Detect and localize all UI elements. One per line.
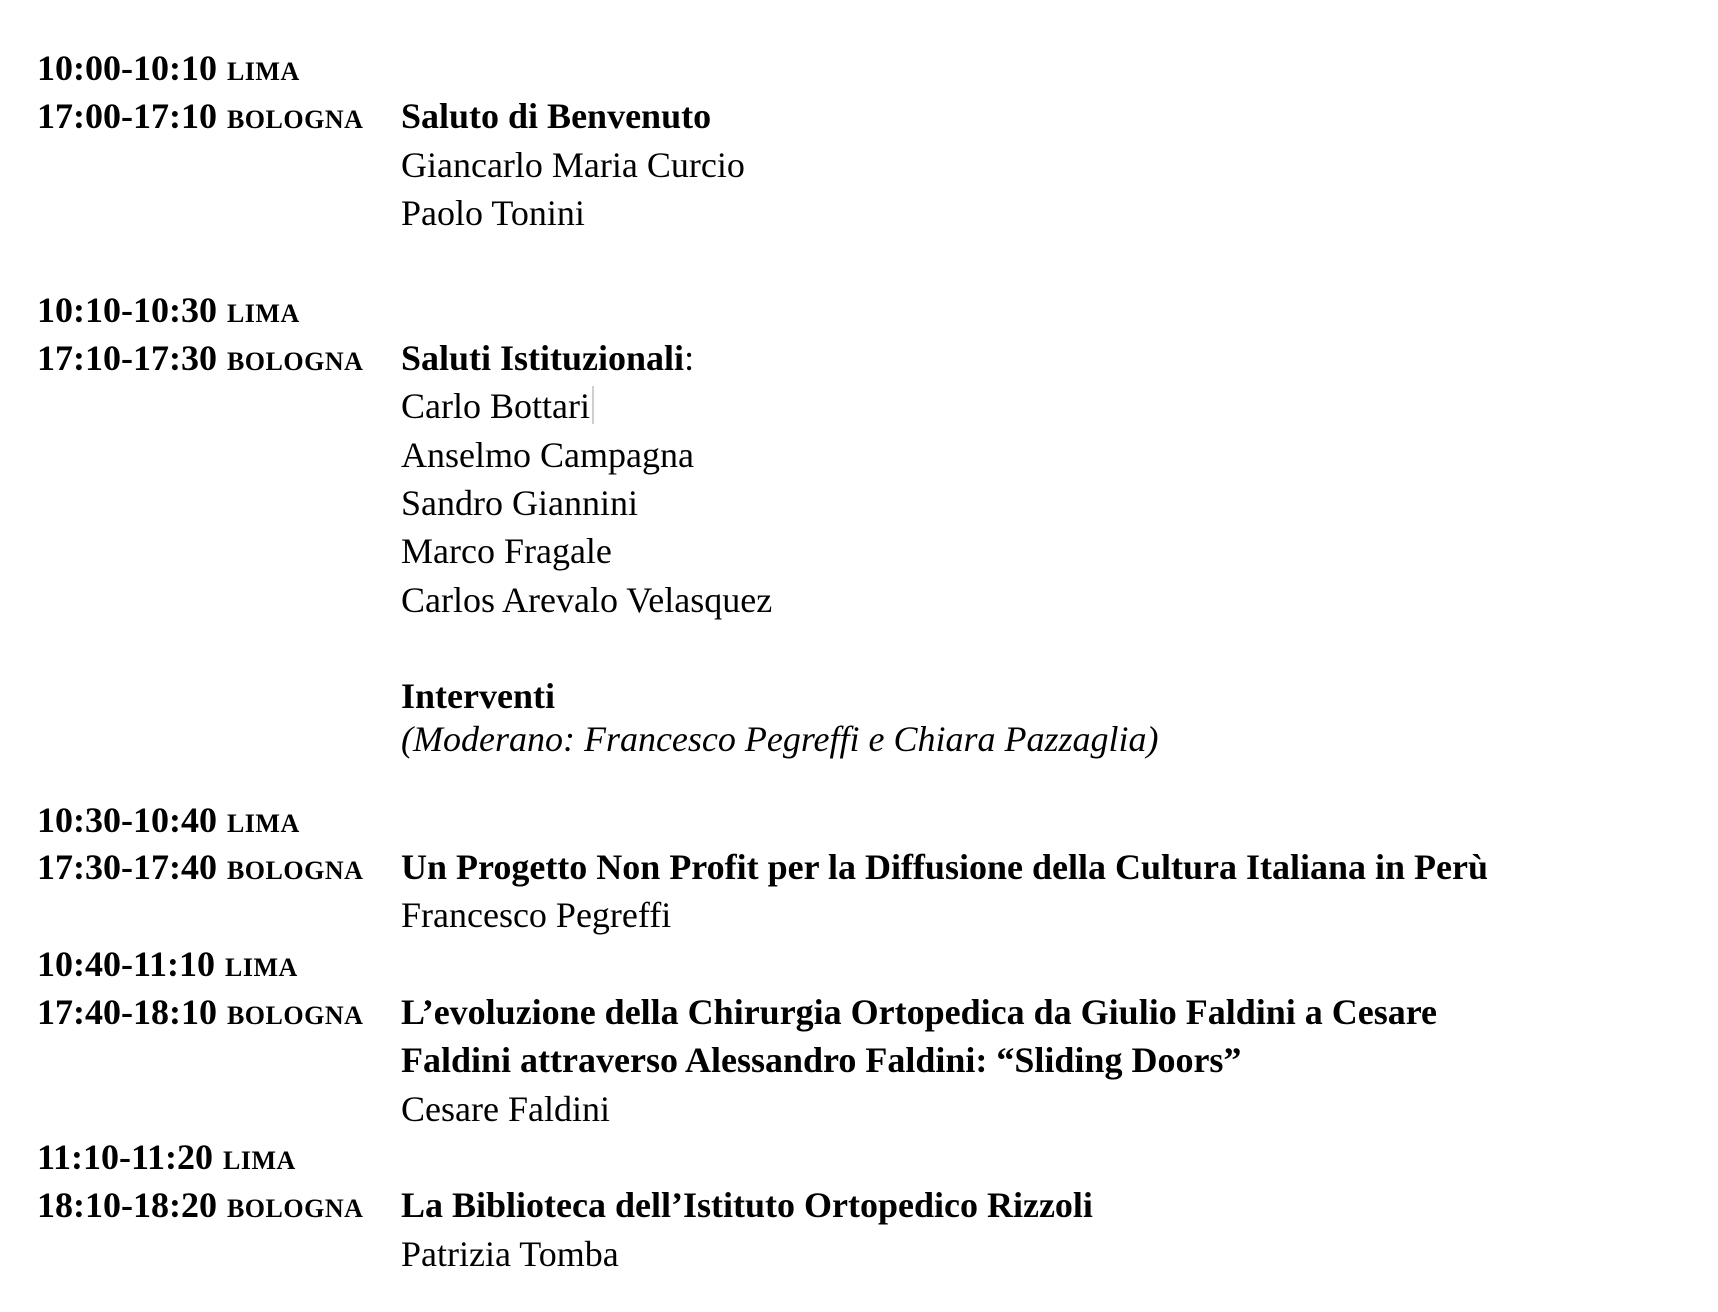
- session-title: La Biblioteca dell’Istituto Ortopedico Rizzoli: [401, 1185, 1093, 1225]
- city-label: LIMA: [226, 57, 300, 86]
- time-slot: 11:10-11:20 LIMA: [37, 1137, 296, 1177]
- time-slot: 10:30-10:40 LIMA: [37, 800, 300, 840]
- speaker-name: Cesare Faldini: [401, 1089, 610, 1129]
- interventi-heading: Interventi: [401, 676, 555, 716]
- city-label: BOLOGNA: [226, 1001, 364, 1030]
- speaker-name: Anselmo Campagna: [401, 435, 694, 475]
- city-label: LIMA: [226, 809, 300, 838]
- speaker-name: Paolo Tonini: [401, 193, 585, 233]
- session-title: Un Progetto Non Profit per la Diffusione della Cultura Italiana in Perù: [401, 847, 1488, 887]
- city-label: BOLOGNA: [226, 1194, 364, 1223]
- time-slot: 10:10-10:30 LIMA: [37, 290, 300, 330]
- time-slot: 18:10-18:20 BOLOGNA: [37, 1185, 364, 1225]
- time-slot: 17:10-17:30 BOLOGNA: [37, 338, 364, 378]
- time-slot: 17:00-17:10 BOLOGNA: [37, 96, 364, 136]
- session-title: Saluto di Benvenuto: [401, 96, 712, 136]
- time-slot: 10:00-10:10 LIMA: [37, 48, 300, 88]
- session-title: Saluti Istituzionali:: [401, 338, 695, 378]
- city-label: BOLOGNA: [226, 105, 364, 134]
- text-cursor: [592, 386, 594, 424]
- session-title-line-1: L’evoluzione della Chirurgia Ortopedica da Giulio Faldini a Cesare: [401, 992, 1438, 1032]
- time-slot: 17:40-18:10 BOLOGNA: [37, 992, 364, 1032]
- speaker-name: Giancarlo Maria Curcio: [401, 145, 745, 185]
- city-label: LIMA: [226, 299, 300, 328]
- city-label: BOLOGNA: [226, 347, 364, 376]
- speaker-name: Francesco Pegreffi: [401, 895, 672, 935]
- session-title-line-2: Faldini attraverso Alessandro Faldini: “Sliding Doors”: [401, 1040, 1242, 1080]
- time-slot: 17:30-17:40 BOLOGNA: [37, 847, 364, 887]
- speaker-name: Patrizia Tomba: [401, 1234, 619, 1274]
- city-label: LIMA: [223, 1146, 296, 1175]
- time-slot: 10:40-11:10 LIMA: [37, 944, 298, 984]
- speaker-name: Carlos Arevalo Velasquez: [401, 580, 773, 620]
- speaker-name: Sandro Giannini: [401, 483, 638, 523]
- city-label: BOLOGNA: [226, 856, 364, 885]
- moderators-text: (Moderano: Francesco Pegreffi e Chiara Pazzaglia): [401, 719, 1159, 759]
- speaker-name[interactable]: Carlo Bottari: [401, 382, 594, 430]
- city-label: LIMA: [224, 953, 298, 982]
- speaker-name: Marco Fragale: [401, 531, 612, 571]
